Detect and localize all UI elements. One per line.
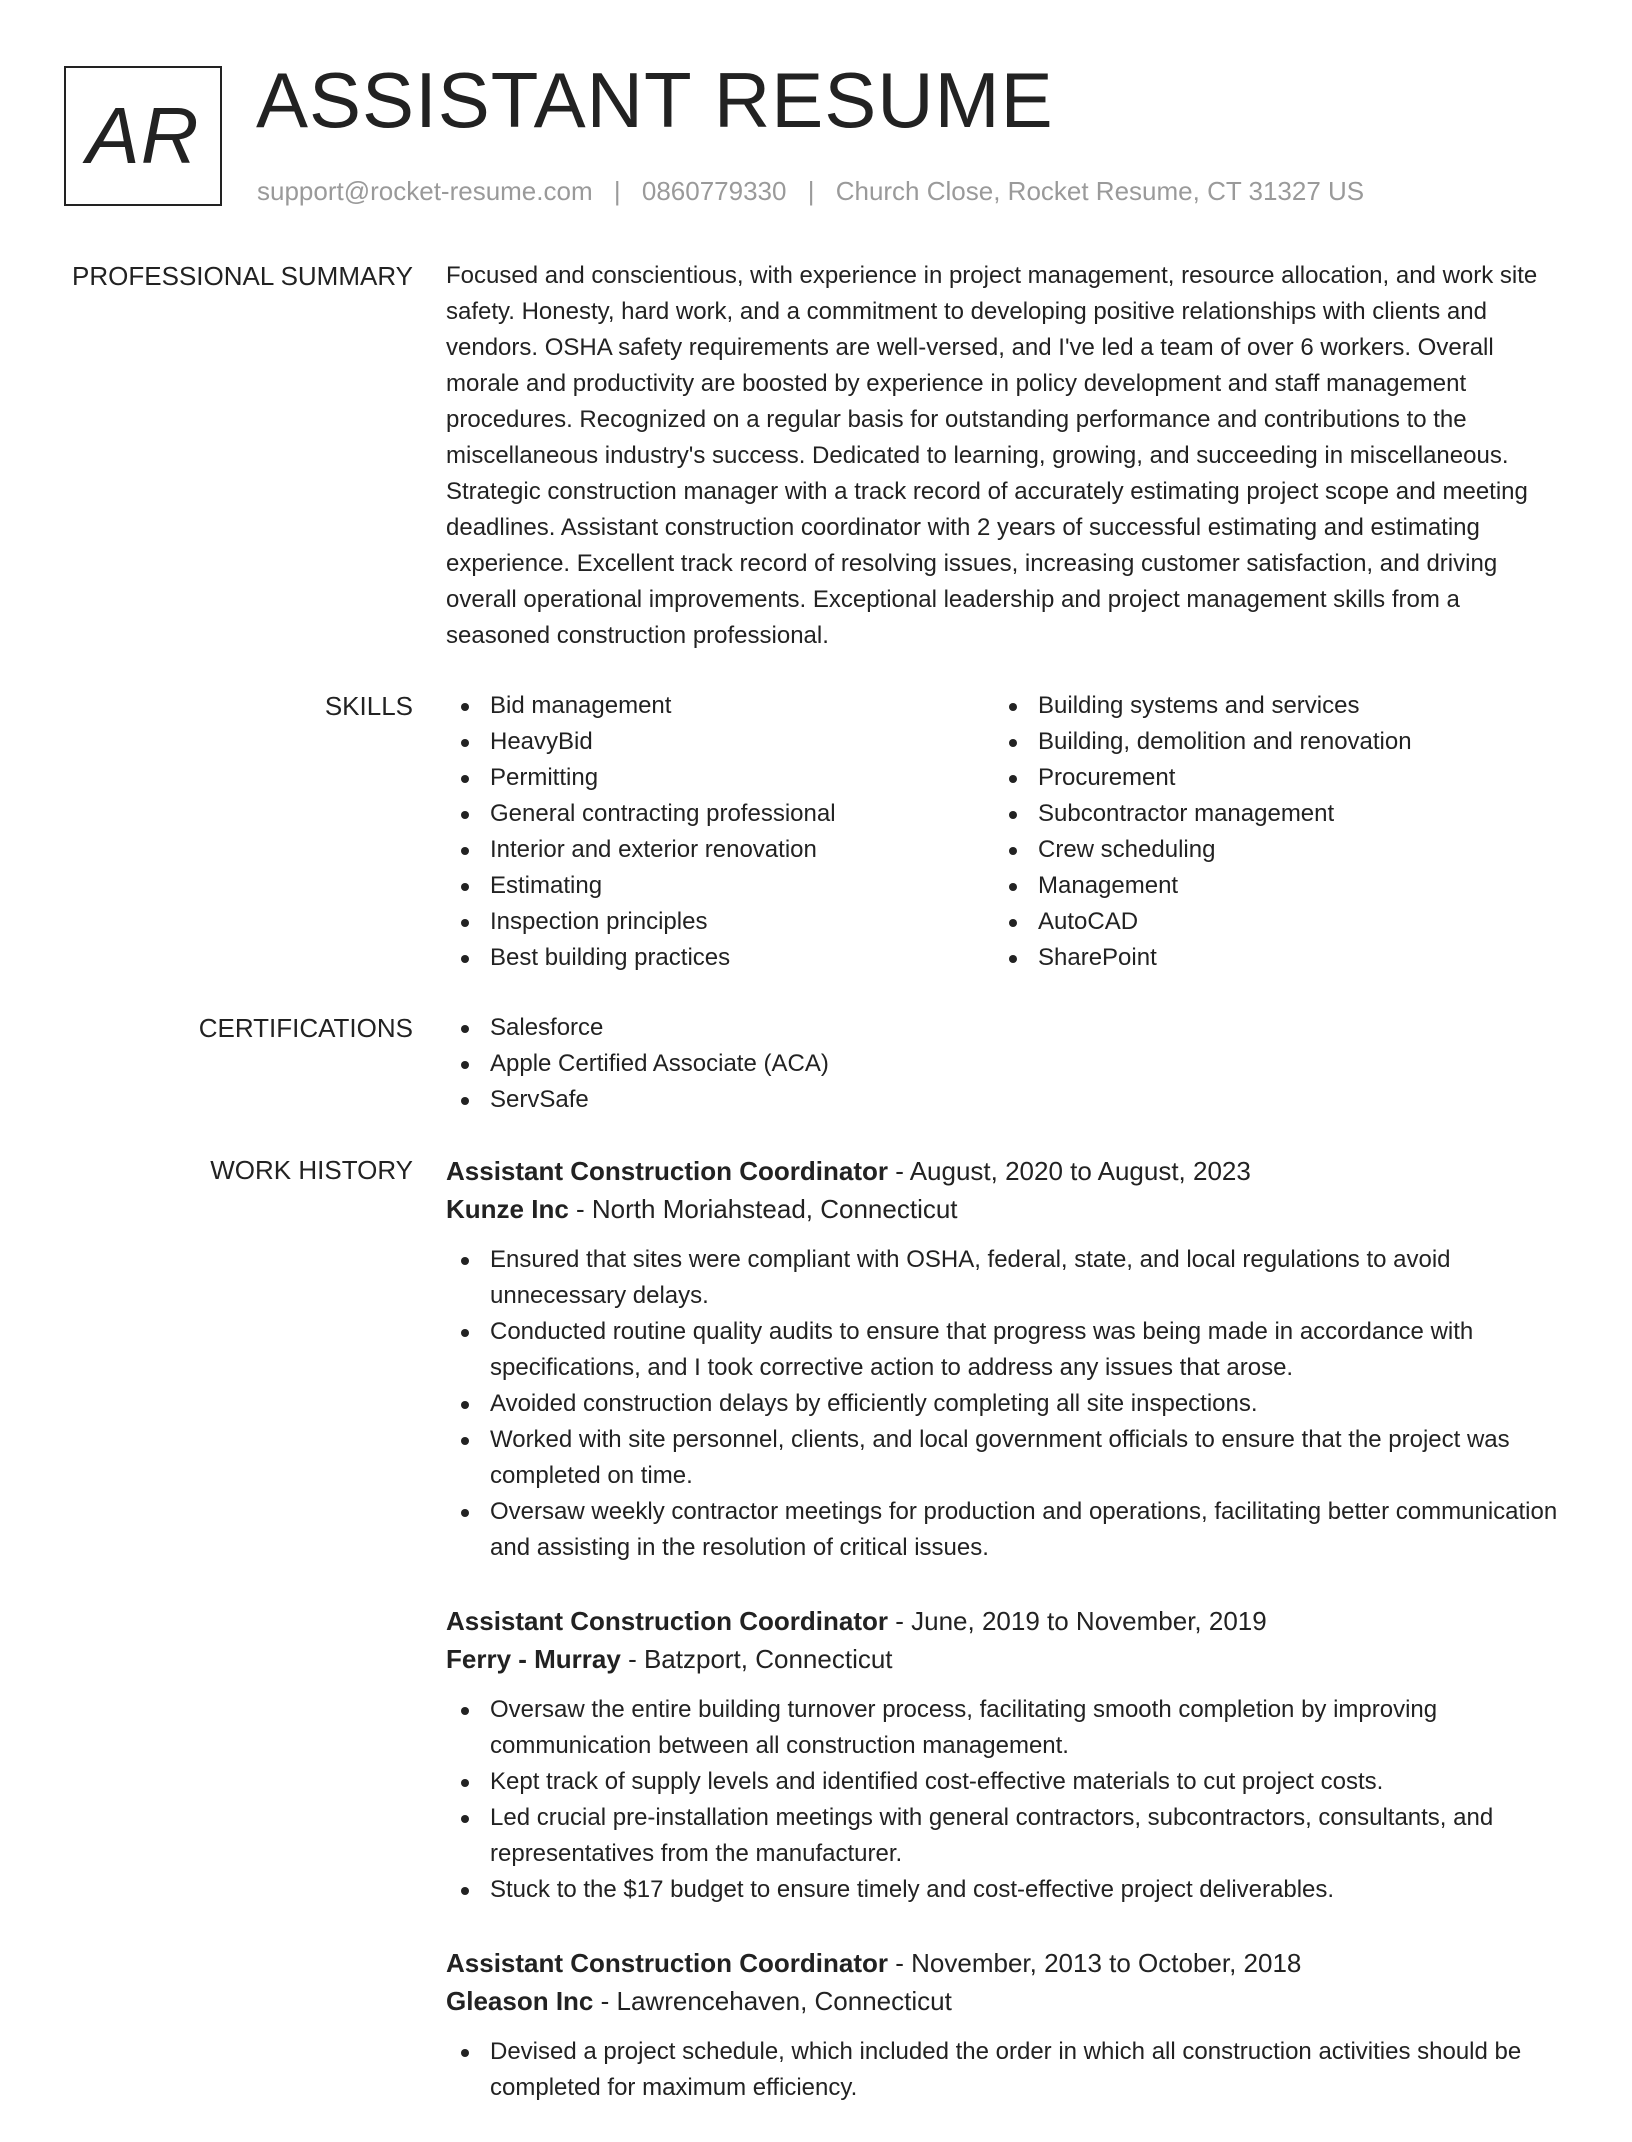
skill-item: Crew scheduling xyxy=(994,832,1542,868)
job-bullets xyxy=(446,2034,1562,2106)
certification-item: Salesforce xyxy=(446,1010,1562,1046)
job-company: Gleason Inc xyxy=(446,1986,594,2016)
skill-item: AutoCAD xyxy=(994,904,1542,940)
job-title-line: Assistant Construction Coordinator - November, 2013 to October, 2018 xyxy=(446,1948,1302,1978)
contact-phone: 0860779330 xyxy=(641,176,787,206)
job-location: Lawrencehaven, Connecticut xyxy=(616,1986,952,2016)
job-bullet: Conducted routine quality audits to ensure that progress was being made in accordance with specifications, and I took corrective action to address any issues that arose. xyxy=(446,1314,1562,1386)
job-bullet: Ensured that sites were compliant with OSHA, federal, state, and local regulations to avoid unnecessary delays. xyxy=(446,1242,1562,1314)
job-entry xyxy=(446,1152,1562,1566)
certification-item: Apple Certified Associate (ACA) xyxy=(446,1046,1562,1082)
certification-item: ServSafe xyxy=(446,1082,1562,1118)
skill-item: General contracting professional xyxy=(446,796,994,832)
skill-item: Management xyxy=(994,868,1542,904)
skill-item: Best building practices xyxy=(446,940,994,976)
skill-item: HeavyBid xyxy=(446,724,994,760)
job-company-line: Kunze Inc - North Moriahstead, Connecticut xyxy=(446,1194,958,1224)
job-bullet: Kept track of supply levels and identified cost-effective materials to cut project costs. xyxy=(446,1764,1562,1800)
contact-line xyxy=(257,176,1364,207)
skill-item: Permitting xyxy=(446,760,994,796)
monogram-box xyxy=(64,66,222,206)
job-title: Assistant Construction Coordinator xyxy=(446,1606,889,1636)
resume-name: ASSISTANT RESUME xyxy=(256,56,1054,144)
summary-text: Focused and conscientious, with experience in project management, resource allocation, and work site safety. Honesty, hard work, and a commitment to developing positive relationships with clients and vendors. OSHA safety requirements are well-versed, and I've led a team of over 6 workers. Overall morale and productivity are boosted by experience in policy development and staff management procedures. Recognized on a regular basis for outstanding performance and contributions to the miscellaneous industry's success. Dedicated to learning, growing, and succeeding in miscellaneous. Strategic construction manager with a track record of accurately estimating project scope and meeting deadlines. Assistant construction coordinator with 2 years of successful estimating and estimating experience. Excellent track record of resolving issues, increasing customer satisfaction, and driving overall operational improvements. Exceptional leadership and project management skills from a seasoned construction professional. xyxy=(446,262,1538,649)
summary-heading: PROFESSIONAL SUMMARY xyxy=(72,261,413,291)
monogram-initials: AR xyxy=(86,91,200,180)
job-title: Assistant Construction Coordinator xyxy=(446,1948,889,1978)
job-bullet: Stuck to the $17 budget to ensure timely and cost-effective project deliverables. xyxy=(446,1872,1562,1908)
job-dates: November, 2013 to October, 2018 xyxy=(911,1948,1302,1978)
job-company-line: Ferry - Murray - Batzport, Connecticut xyxy=(446,1644,893,1674)
jobs-container xyxy=(446,1152,1562,2142)
contact-address: Church Close, Rocket Resume, CT 31327 US xyxy=(835,176,1365,206)
skills-list-left xyxy=(446,688,994,976)
skill-item: Bid management xyxy=(446,688,994,724)
job-bullet: Worked with site personnel, clients, and local government officials to ensure that the project was completed on time. xyxy=(446,1422,1562,1494)
job-bullet: Avoided construction delays by efficiently completing all site inspections. xyxy=(446,1386,1562,1422)
job-title: Assistant Construction Coordinator xyxy=(446,1156,889,1186)
skill-item: Estimating xyxy=(446,868,994,904)
contact-email: support@rocket-resume.com xyxy=(257,176,593,206)
skill-item: Building systems and services xyxy=(994,688,1542,724)
job-bullets xyxy=(446,1242,1562,1566)
job-entry xyxy=(446,1944,1562,2106)
job-bullet: Oversaw the entire building turnover process, facilitating smooth completion by improving communication between all construction management. xyxy=(446,1692,1562,1764)
job-bullet: Led crucial pre-installation meetings with general contractors, subcontractors, consultants, and representatives from the manufacturer. xyxy=(446,1800,1562,1872)
job-company: Ferry - Murray xyxy=(446,1644,621,1674)
job-location: North Moriahstead, Connecticut xyxy=(591,1194,958,1224)
skill-item: SharePoint xyxy=(994,940,1542,976)
certifications-list xyxy=(446,1010,1562,1118)
skill-item: Procurement xyxy=(994,760,1542,796)
work-history-heading: WORK HISTORY xyxy=(210,1155,413,1185)
job-dates: August, 2020 to August, 2023 xyxy=(909,1156,1251,1186)
skill-item: Building, demolition and renovation xyxy=(994,724,1542,760)
job-bullet: Devised a project schedule, which included the order in which all construction activities should be completed for maximum efficiency. xyxy=(446,2034,1562,2106)
skill-item: Inspection principles xyxy=(446,904,994,940)
job-title-line: Assistant Construction Coordinator - August, 2020 to August, 2023 xyxy=(446,1156,1251,1186)
job-dates: June, 2019 to November, 2019 xyxy=(911,1606,1267,1636)
job-title-line: Assistant Construction Coordinator - June, 2019 to November, 2019 xyxy=(446,1606,1267,1636)
certifications-heading: CERTIFICATIONS xyxy=(198,1013,413,1043)
job-entry xyxy=(446,1602,1562,1908)
job-bullet: Oversaw weekly contractor meetings for production and operations, facilitating better communication and assisting in the resolution of critical issues. xyxy=(446,1494,1562,1566)
skills-list-right xyxy=(994,688,1542,976)
skill-item: Interior and exterior renovation xyxy=(446,832,994,868)
job-company-line: Gleason Inc - Lawrencehaven, Connecticut xyxy=(446,1986,952,2016)
skills-heading: SKILLS xyxy=(324,691,413,721)
skill-item: Subcontractor management xyxy=(994,796,1542,832)
job-company: Kunze Inc xyxy=(446,1194,569,1224)
contact-separator: | xyxy=(613,176,621,206)
contact-separator: | xyxy=(807,176,815,206)
job-bullets xyxy=(446,1692,1562,1908)
job-location: Batzport, Connecticut xyxy=(643,1644,893,1674)
